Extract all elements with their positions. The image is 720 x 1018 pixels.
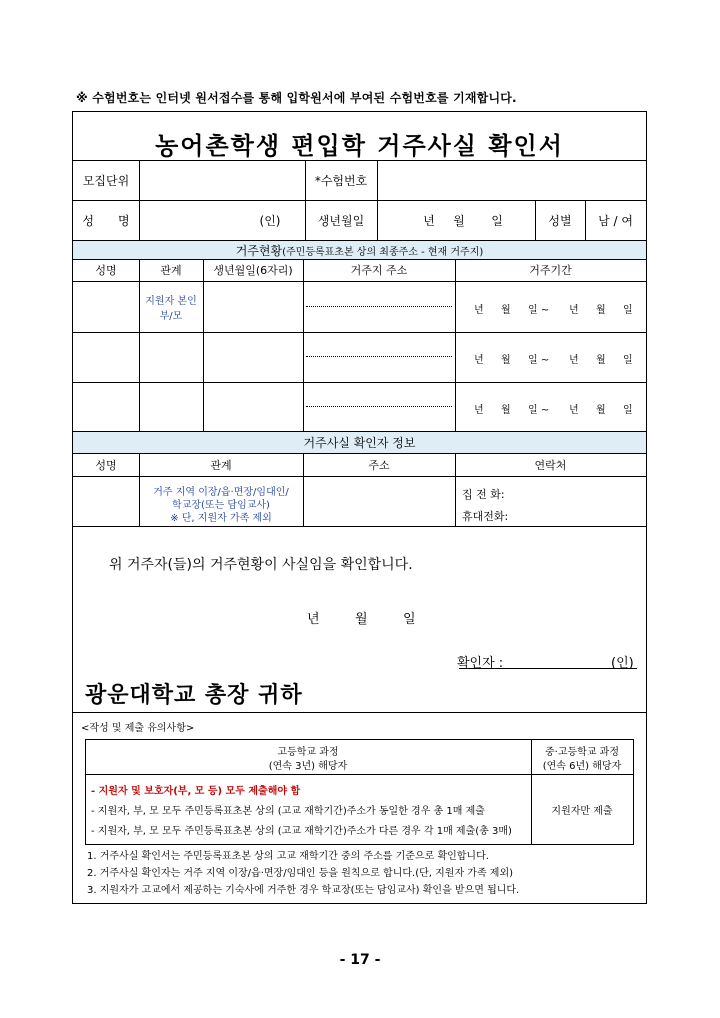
guide-note-2: 2. 거주사실 확인자는 거주 지역 이장/읍·면장/임대인 등을 원칙으로 합니다.(단, 지원자 가족 제외) — [87, 868, 514, 879]
form-frame — [72, 111, 647, 904]
residence-header: 거주현황 (주민등록표초본 상의 최종주소 - 현재 거주지) — [235, 243, 484, 258]
guide-col2-value: 지원자만 제출 — [551, 805, 613, 817]
sign-year: 년 — [307, 612, 320, 627]
birthdate-label: 생년월일 — [317, 213, 365, 228]
confirmation-statement: 위 거주자(들)의 거주현황이 사실임을 확인합니다. — [109, 557, 413, 573]
period-text: 년 — [569, 355, 579, 366]
relation-parent: 부/모 — [159, 310, 183, 322]
sign-month: 월 — [355, 612, 368, 627]
birth-year-unit: 년 — [423, 213, 435, 228]
period-text: 년 — [474, 305, 484, 316]
birth-month-unit: 월 — [453, 213, 465, 228]
col-relation: 관계 — [160, 264, 182, 277]
period-text: 월 — [501, 305, 511, 316]
guide-rule-same-address: - 지원자, 부, 모 모두 주민등록표초본 상의 (고교 재학기간)주소가 동일한 경우 총 1매 제출 — [91, 806, 485, 817]
confirmer-header: 거주사실 확인자 정보 — [303, 436, 416, 450]
confirmer-relation-note-3: ※ 단, 지원자 가족 제외 — [170, 513, 272, 524]
col-birthdate: 생년월일(6자리) — [213, 264, 293, 277]
name-label: 성 명 — [82, 213, 130, 228]
col-address: 거주지 주소 — [350, 264, 408, 277]
form-title: 농어촌학생 편입학 거주사실 확인서 — [155, 132, 564, 160]
period-text: 년 — [474, 355, 484, 366]
guide-rule-different-address: - 지원자, 부, 모 모두 주민등록표초본 상의 (고교 재학기간)주소가 다른 경우 각 1매 제출(총 3매) — [91, 826, 512, 837]
period-text: 월 — [596, 355, 606, 366]
confirmer-col-name: 성명 — [95, 458, 117, 472]
period-text: 월 — [596, 405, 606, 416]
name-seal: (인) — [259, 213, 281, 228]
period-text: 월 — [501, 405, 511, 416]
col-name: 성명 — [95, 264, 117, 277]
gender-choice[interactable]: 남 / 여 — [598, 213, 633, 228]
gender-label: 성별 — [548, 213, 572, 228]
confirmer-col-relation: 관계 — [210, 458, 232, 472]
exam-number-field[interactable] — [379, 162, 643, 198]
period-text: 년 — [569, 405, 579, 416]
name-field[interactable] — [141, 202, 261, 238]
guide-col1-line1: 고등학교 과정 — [277, 746, 339, 758]
confirmer-col-contact: 연락처 — [534, 458, 567, 472]
period-text: 일 — [623, 405, 633, 416]
col-period: 거주기간 — [529, 264, 572, 277]
guide-note-1: 1. 거주사실 확인서는 주민등록표초본 상의 고교 재학기간 중의 주소를 기준으로 확인합니다. — [87, 851, 489, 862]
period-text: 월 — [501, 355, 511, 366]
recruit-unit-label: 모집단위 — [82, 173, 130, 188]
period-text: 일 — [623, 305, 633, 316]
period-text: 년 — [474, 405, 484, 416]
confirmer-sign-label: 확인자 : — [457, 656, 504, 671]
confirmer-relation-note-2: 학교장(또는 담임교사) — [172, 500, 270, 511]
period-text: 일 ~ — [528, 305, 550, 316]
birth-day-unit: 일 — [491, 213, 503, 228]
guide-col1-line2: (연속 3년) 해당자 — [268, 760, 348, 772]
sign-day: 일 — [403, 612, 416, 627]
period-text: 년 — [569, 305, 579, 316]
guide-col2-line2: (연속 6년) 해당자 — [542, 760, 622, 772]
confirmer-seal: (인) — [611, 656, 634, 671]
confirmer-relation-note-1: 거주 지역 이장/읍·면장/임대인/ — [153, 487, 289, 498]
relation-applicant: 지원자 본인 — [145, 295, 197, 307]
exam-number-label: *수험번호 — [314, 173, 368, 188]
page-number: - 17 - — [339, 952, 381, 968]
period-text: 일 ~ — [528, 405, 550, 416]
guide-heading: <작성 및 제출 유의사항> — [81, 723, 195, 734]
guide-col2-line1: 중·고등학교 과정 — [545, 746, 619, 758]
home-phone-label: 집 전 화: — [462, 488, 505, 501]
confirmer-col-address: 주소 — [368, 458, 390, 472]
guide-rule-required: - 지원자 및 보호자(부, 모 등) 모두 제출해야 함 — [91, 786, 301, 797]
mobile-phone-label: 휴대전화: — [462, 510, 509, 523]
recruit-unit-field[interactable] — [141, 162, 303, 198]
addressee: 광운대학교 총장 귀하 — [85, 683, 303, 708]
guide-note-3: 3. 지원자가 고교에서 제공하는 기숙사에 거주한 경우 학교장(또는 담임교사) 확인을 받으면 됩니다. — [87, 885, 520, 896]
period-text: 일 ~ — [528, 355, 550, 366]
period-text: 월 — [596, 305, 606, 316]
exam-number-note: ※ 수험번호는 인터넷 원서접수를 통해 입학원서에 부여된 수험번호를 기재합니다. — [76, 91, 517, 105]
period-text: 일 — [623, 355, 633, 366]
